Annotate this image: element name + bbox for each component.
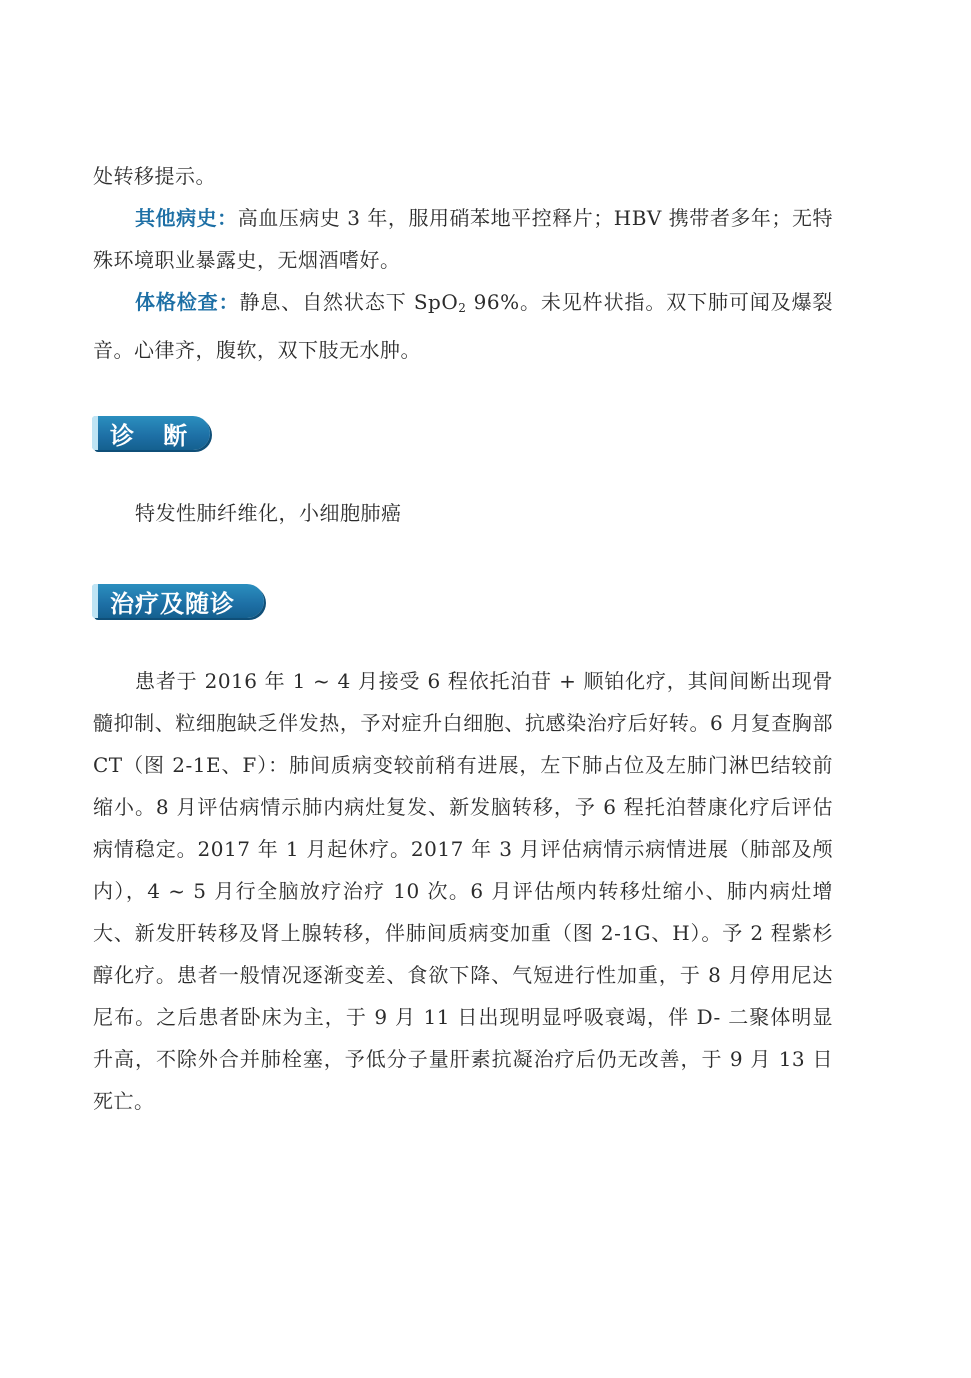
heading-accent-bar	[92, 416, 98, 450]
treatment-heading-text: 治疗及随诊	[110, 589, 235, 618]
physical-exam-text-2: 96%。未见杵状指。双下肺可闻及爆裂音。心律齐，腹软，双下肢无水肿。	[93, 290, 833, 362]
physical-exam-text-1: 静息、自然状态下 SpO	[239, 290, 459, 314]
physical-exam-paragraph	[93, 281, 833, 371]
diagnosis-heading	[92, 416, 210, 450]
spo2-subscript: 2	[458, 301, 467, 315]
treatment-paragraph: 患者于 2016 年 1 ~ 4 月接受 6 程依托泊苷 + 顺铂化疗，其间间断出现骨髓抑制、粒细胞缺乏伴发热，予对症升白细胞、抗感染治疗后好转。6 月复查胸部 CT（图 2-1E、F）：肺间质病变较前稍有进展，左下肺占位及左肺门淋巴结较前缩小。8 月评估病情示肺内病灶复发、新发脑转移，予 6 程托泊替康化疗后评估病情稳定。2017 年 1 月起休疗。2017 年 3 月评估病情示病情进展（肺部及颅内），4 ~ 5 月行全脑放疗治疗 10 次。6 月评估颅内转移灶缩小、肺内病灶增大、新发肝转移及肾上腺转移，伴肺间质病变加重（图 2-1G、H）。予 2 程紫杉醇化疗。患者一般情况逐渐变差、食欲下降、气短进行性加重，于 8 月停用尼达尼布。之后患者卧床为主，于 9 月 11 日出现明显呼吸衰竭，伴 D- 二聚体明显升高，不除外合并肺栓塞，予低分子量肝素抗凝治疗后仍无改善，于 9 月 13 日死亡。	[93, 669, 833, 1113]
diagnosis-text: 特发性肺纤维化，小细胞肺癌	[135, 501, 402, 525]
other-history-paragraph	[93, 197, 833, 281]
treatment-heading	[92, 584, 264, 618]
other-history-text: 高血压病史 3 年，服用硝苯地平控释片；HBV 携带者多年；无特殊环境职业暴露史，无烟酒嗜好。	[93, 206, 833, 272]
other-history-label: 其他病史：	[135, 206, 238, 230]
continuation-text: 处转移提示。	[93, 164, 216, 188]
heading-accent-bar	[92, 584, 98, 618]
diagnosis-heading-text: 诊 断	[110, 421, 189, 450]
physical-exam-label: 体格检查：	[135, 290, 240, 314]
